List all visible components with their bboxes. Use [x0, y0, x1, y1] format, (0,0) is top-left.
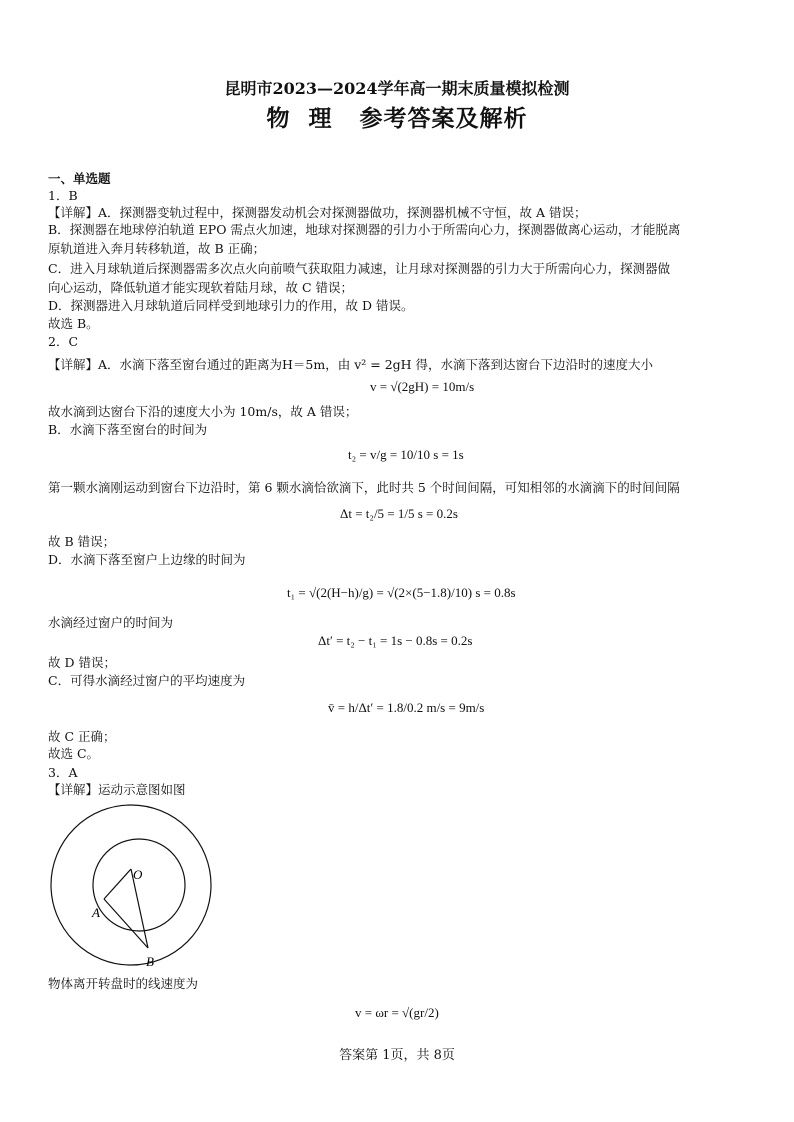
q2-eq6: v̄ = h/Δt′ = 1.8/0.2 m/s = 9m/s	[328, 700, 485, 715]
page-title-line1: 昆明市2023—2024学年高一期末质量模拟检测	[224, 79, 570, 98]
rotating-disc-diagram	[48, 802, 218, 972]
q3-number: 3．A	[48, 765, 78, 780]
q2-line-c: C．可得水滴经过窗户的平均速度为	[48, 673, 246, 688]
q2-eq3: Δt = t₂/5 = 1/5 s = 0.2s	[340, 506, 458, 521]
radius-O-A	[104, 869, 131, 899]
q2-line-a3: 故水滴到达窗台下沿的速度大小为 10m/s，故 A 错误；	[48, 404, 358, 419]
page-title-line2: 物 理 参考答案及解析	[266, 105, 528, 132]
q2-line-d: D．水滴下落至窗户上边缘的时间为	[48, 552, 246, 567]
label-A: A	[92, 905, 100, 920]
q2-number: 2．C	[48, 334, 79, 349]
q1-line-b1: B．探测器在地球停泊轨道 EPO 需点火加速，地球对探测器的引力小于所需向心力，探测器做离心运动，才能脱离	[48, 222, 681, 237]
section-heading: 一、单选题	[48, 171, 111, 186]
q3-line-b: 物体离开转盘时的线速度为	[48, 976, 199, 991]
q1-line-c2: 向心运动，降低轨道才能实现软着陆月球，故 C 错误；	[48, 280, 354, 295]
q2-eq1: v = √(2gH) = 10m/s	[370, 379, 475, 394]
q2-line-a2: H＝5m，由 v² = 2gH 得，水滴下落到达窗台下边沿时的速度大小	[282, 357, 654, 372]
q1-line-b2: 原轨道进入奔月转移轨道，故 B 正确；	[48, 241, 266, 256]
page-footer: 答案第 1页，共 8页	[339, 1048, 455, 1063]
q1-number: 1．B	[48, 188, 78, 203]
q2-eq4: t₁ = √(2(H−h)/g) = √(2×(5−1.8)/10) s = 0.8s	[287, 585, 516, 600]
q2-line-b: B．水滴下落至窗台的时间为	[48, 422, 208, 437]
inner-circle	[93, 839, 185, 931]
q2-line-a	[48, 356, 653, 373]
label-O: O	[133, 867, 143, 882]
q3-eq1: v = ωr = √(gr/2)	[355, 1005, 439, 1020]
label-B: B	[146, 954, 154, 969]
q2-line-a1: 【详解】A．水滴下落至窗台通过的距离为	[48, 357, 283, 372]
q1-line-c1: C．进入月球轨道后探测器需多次点火向前喷气获取阻力减速，让月球对探测器的引力大于所需向心力，探测器做	[48, 261, 671, 276]
q1-line-a: 【详解】A．探测器变轨过程中，探测器发动机会对探测器做功，探测器机械不守恒，故 A 错误；	[48, 205, 587, 220]
q2-conclusion: 故选 C。	[48, 746, 100, 761]
q2-line-d3: 故 D 错误；	[48, 655, 116, 670]
q2-line-b2: 第一颗水滴刚运动到窗台下边沿时，第 6 颗水滴恰欲滴下，此时共 5 个时间间隔，可知相邻的水滴滴下的时间间隔	[48, 480, 680, 495]
outer-circle	[51, 805, 211, 965]
q3-line-a: 【详解】运动示意图如图	[48, 782, 186, 797]
q2-eq2: t₂ = v/g = 10/10 s = 1s	[348, 447, 464, 462]
q2-line-c2: 故 C 正确；	[48, 729, 116, 744]
q1-line-d: D．探测器进入月球轨道后同样受到地球引力的作用，故 D 错误。	[48, 298, 414, 313]
tangent-A-B	[104, 899, 148, 948]
q2-line-d2: 水滴经过窗户的时间为	[48, 615, 174, 630]
q2-eq5: Δt′ = t₂ − t₁ = 1s − 0.8s = 0.2s	[318, 633, 473, 648]
q2-line-b3: 故 B 错误；	[48, 534, 116, 549]
q1-conclusion: 故选 B。	[48, 316, 99, 331]
